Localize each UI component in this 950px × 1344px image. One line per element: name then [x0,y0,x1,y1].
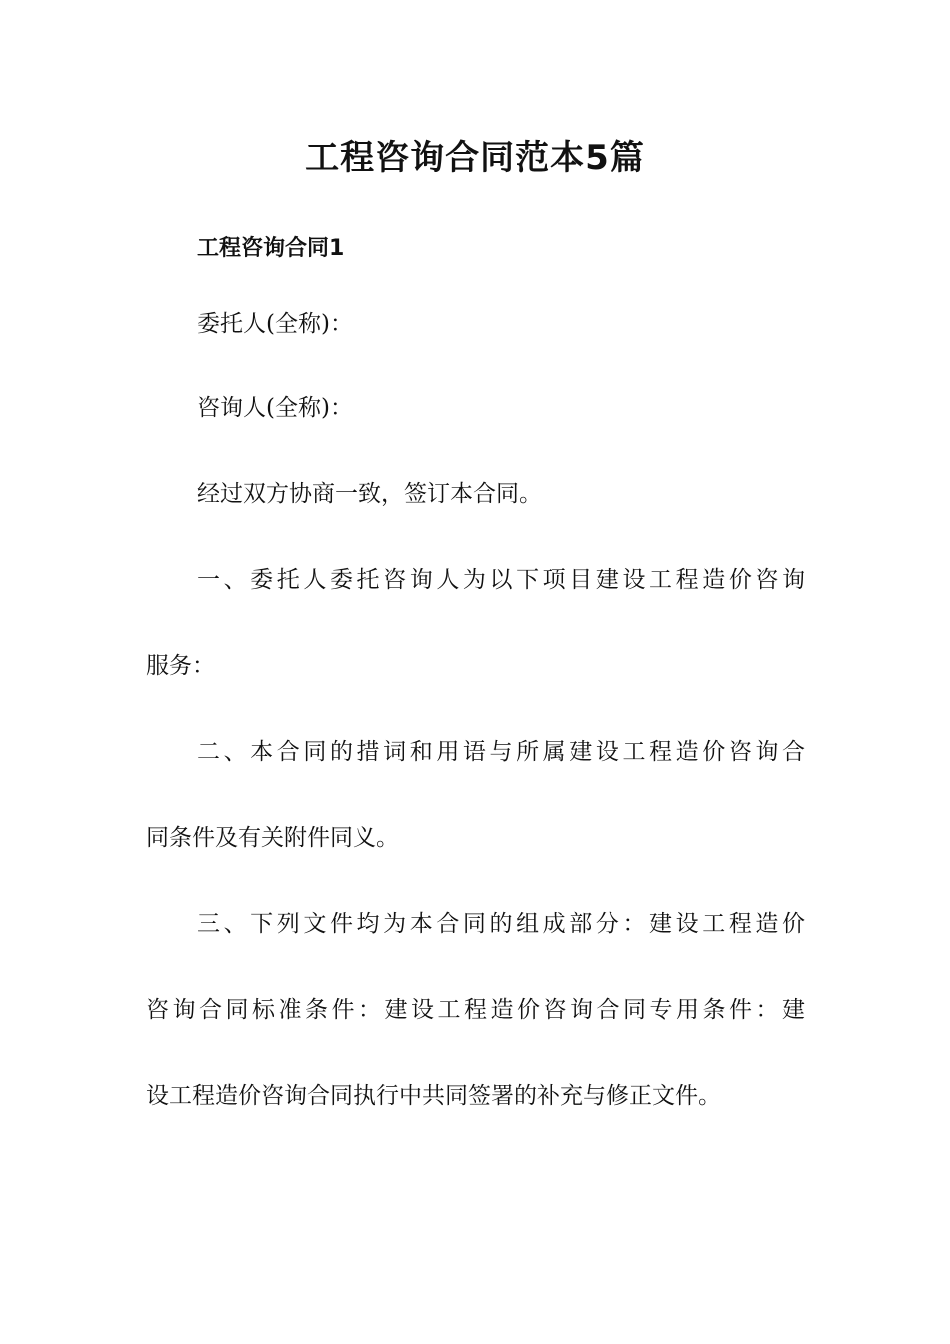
client-line: 委托人(全称)： [197,311,353,337]
clause-1-line-2: 服务： [146,653,215,679]
clause-3-line-1: 三、下列文件均为本合同的组成部分：建设工程造价 [197,911,805,937]
section-heading: 工程咨询合同1 [197,236,345,261]
clause-3-line-3: 设工程造价咨询合同执行中共同签署的补充与修正文件。 [146,1083,721,1109]
clause-1-line-1: 一、委托人委托咨询人为以下项目建设工程造价咨询 [197,567,805,593]
agreement-line: 经过双方协商一致，签订本合同。 [197,481,542,507]
consultant-line: 咨询人(全称)： [197,395,353,421]
clause-3-line-2: 咨询合同标准条件：建设工程造价咨询合同专用条件：建 [146,997,805,1023]
clause-2-line-1: 二、本合同的措词和用语与所属建设工程造价咨询合 [197,739,805,765]
clause-2-line-2: 同条件及有关附件同义。 [146,825,399,851]
document-title: 工程咨询合同范本5篇 [305,138,645,178]
